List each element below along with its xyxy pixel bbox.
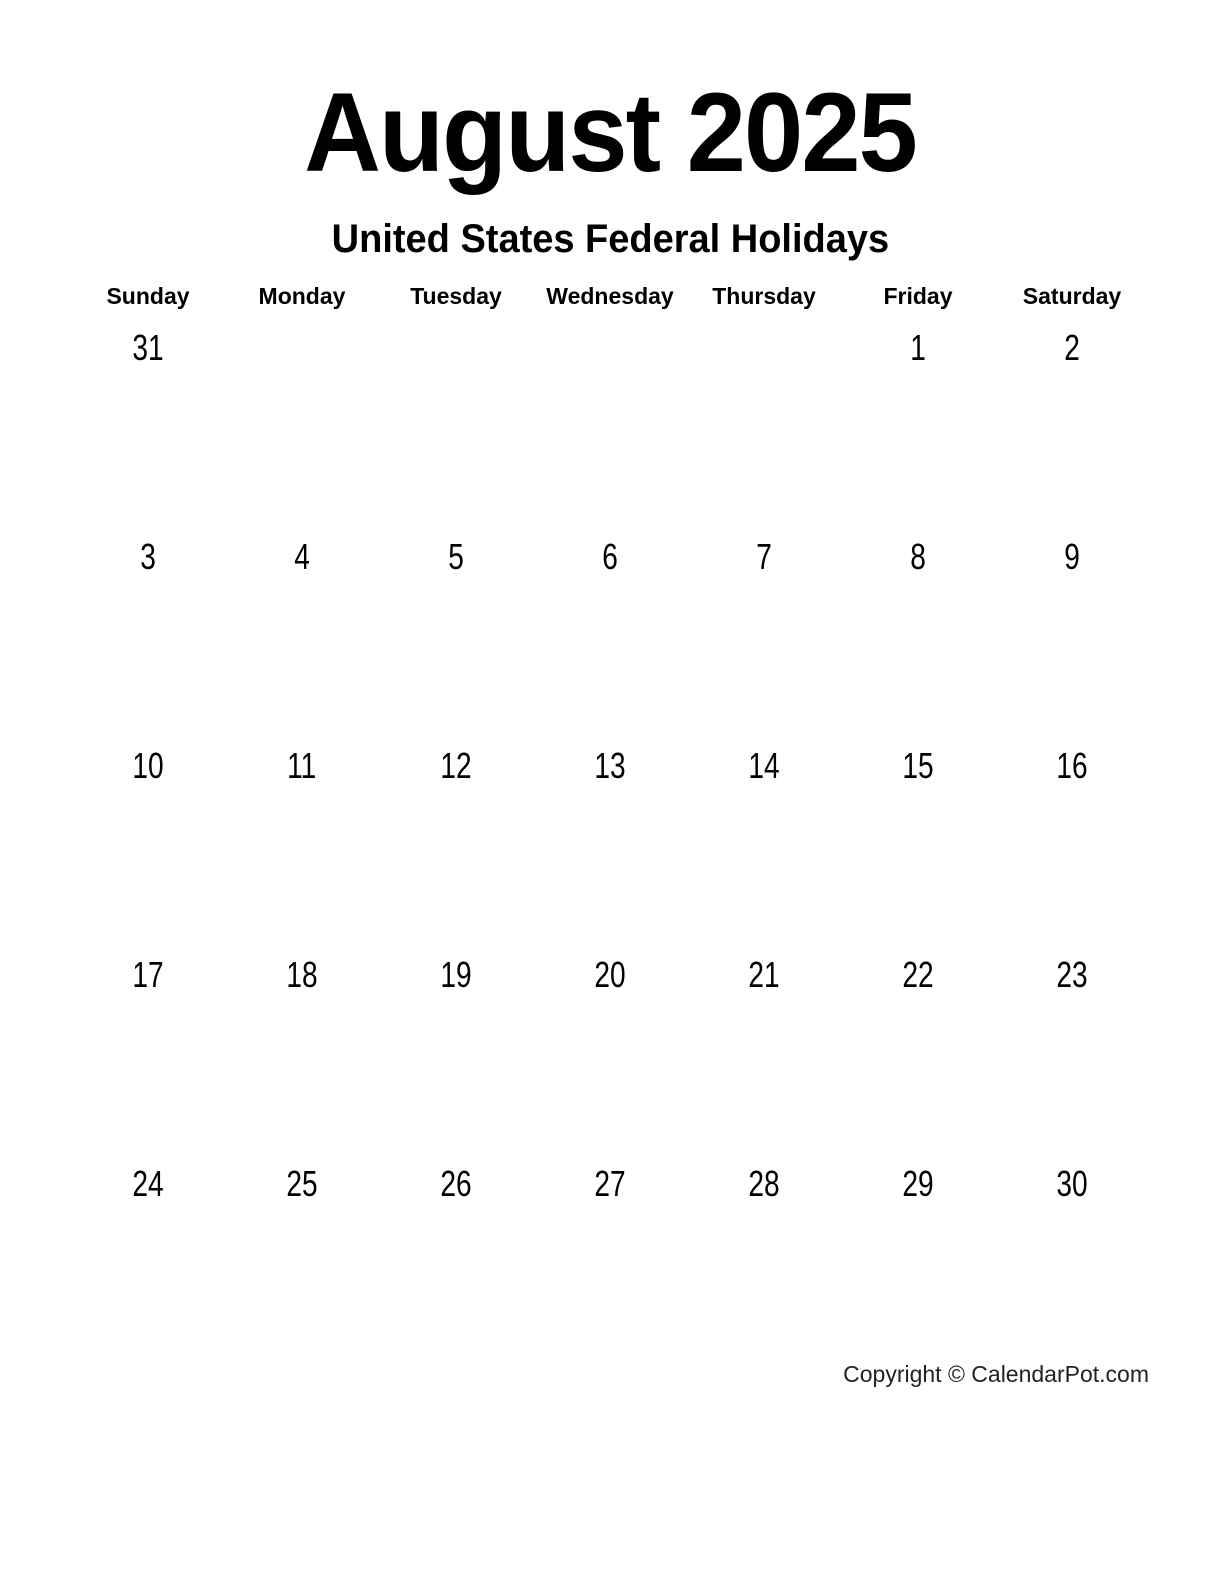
day-number: 30 xyxy=(1056,1163,1088,1204)
day-cell xyxy=(379,945,533,1154)
day-cell xyxy=(687,527,841,736)
day-number: 28 xyxy=(748,1163,780,1204)
day-header-monday: Monday xyxy=(258,283,346,309)
day-cell xyxy=(379,736,533,945)
day-number: 6 xyxy=(602,536,618,577)
day-number: 2 xyxy=(1064,327,1080,368)
page-subtitle-text: United States Federal Holidays xyxy=(331,217,889,261)
day-number: 15 xyxy=(902,745,934,786)
day-number: 16 xyxy=(1056,745,1088,786)
page-subtitle xyxy=(0,219,1220,259)
day-cell xyxy=(533,736,687,945)
day-header-friday: Friday xyxy=(883,283,953,309)
day-cell xyxy=(841,318,995,527)
day-cell xyxy=(71,736,225,945)
day-cell xyxy=(841,1154,995,1363)
day-number: 21 xyxy=(748,954,780,995)
day-number: 4 xyxy=(294,536,310,577)
day-number: 10 xyxy=(132,745,164,786)
day-header-saturday: Saturday xyxy=(1022,283,1122,309)
day-cell xyxy=(995,1154,1149,1363)
day-cell xyxy=(533,945,687,1154)
day-cell xyxy=(379,318,533,527)
day-cell xyxy=(225,527,379,736)
day-cell xyxy=(995,736,1149,945)
day-cell xyxy=(533,318,687,527)
day-cell xyxy=(71,1154,225,1363)
day-header-sunday: Sunday xyxy=(106,283,190,309)
day-number: 24 xyxy=(132,1163,164,1204)
day-number: 13 xyxy=(594,745,626,786)
day-header-tuesday: Tuesday xyxy=(410,283,502,309)
day-cell xyxy=(995,527,1149,736)
day-number: 5 xyxy=(448,536,464,577)
day-number: 29 xyxy=(902,1163,934,1204)
day-cell xyxy=(225,1154,379,1363)
day-number: 8 xyxy=(910,536,926,577)
day-cell xyxy=(995,318,1149,527)
day-cell xyxy=(225,945,379,1154)
day-cell xyxy=(841,527,995,736)
day-number: 27 xyxy=(594,1163,626,1204)
page-title xyxy=(0,70,1220,195)
day-number: 1 xyxy=(910,327,926,368)
day-cell xyxy=(687,318,841,527)
day-cell xyxy=(225,736,379,945)
day-number: 9 xyxy=(1064,536,1080,577)
page-title-text: August 2025 xyxy=(304,70,916,195)
day-number: 17 xyxy=(132,954,164,995)
day-cell xyxy=(379,1154,533,1363)
day-header-row xyxy=(71,283,1149,318)
calendar-grid xyxy=(71,283,1149,1363)
day-cell xyxy=(71,945,225,1154)
day-cell xyxy=(841,736,995,945)
day-number: 23 xyxy=(1056,954,1088,995)
day-number: 31 xyxy=(132,327,164,368)
day-cell xyxy=(71,527,225,736)
day-number: 20 xyxy=(594,954,626,995)
day-number: 3 xyxy=(140,536,156,577)
day-number: 11 xyxy=(287,745,317,786)
day-number: 12 xyxy=(440,745,472,786)
weeks-grid xyxy=(71,318,1149,1363)
day-cell xyxy=(379,527,533,736)
day-cell xyxy=(71,318,225,527)
day-cell xyxy=(841,945,995,1154)
day-number: 22 xyxy=(902,954,934,995)
day-cell xyxy=(533,1154,687,1363)
day-cell xyxy=(687,1154,841,1363)
day-cell xyxy=(687,736,841,945)
copyright-text: Copyright © CalendarPot.com xyxy=(843,1361,1149,1387)
day-number: 7 xyxy=(756,536,772,577)
day-cell xyxy=(225,318,379,527)
day-number: 25 xyxy=(286,1163,318,1204)
day-number: 18 xyxy=(286,954,318,995)
day-number: 26 xyxy=(440,1163,472,1204)
day-cell xyxy=(687,945,841,1154)
day-number: 14 xyxy=(748,745,780,786)
day-header-thursday: Thursday xyxy=(712,283,816,309)
day-cell xyxy=(995,945,1149,1154)
day-cell xyxy=(533,527,687,736)
day-header-wednesday: Wednesday xyxy=(546,283,674,309)
day-number: 19 xyxy=(440,954,472,995)
